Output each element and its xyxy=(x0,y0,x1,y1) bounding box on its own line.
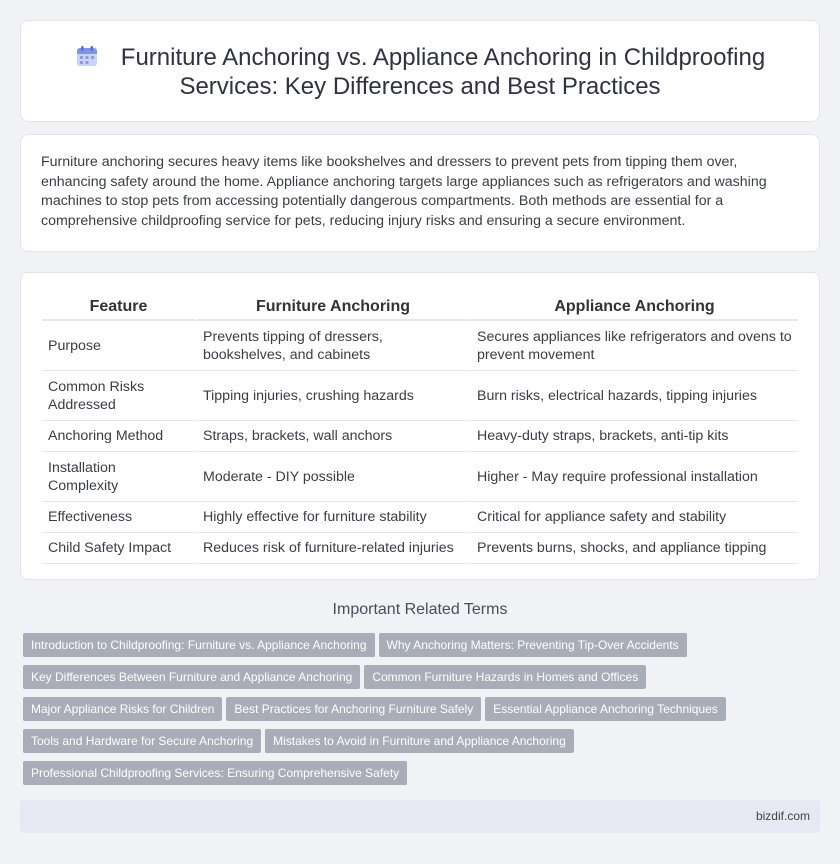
feature-cell: Anchoring Method xyxy=(42,421,195,452)
table-row xyxy=(42,421,798,452)
appliance-cell: Burn risks, electrical hazards, tipping injuries xyxy=(469,371,798,421)
page-title xyxy=(21,43,819,101)
table-row xyxy=(42,502,798,533)
appliance-cell: Heavy-duty straps, brackets, anti-tip kits xyxy=(469,421,798,452)
appliance-cell: Higher - May require professional installation xyxy=(469,452,798,502)
page-title-line-1 xyxy=(21,43,819,72)
furniture-cell: Tipping injuries, crushing hazards xyxy=(195,371,469,421)
intro-paragraph: Furniture anchoring secures heavy items like bookshelves and dressers to prevent pets from tipping them over, enhancing safety around the home. Appliance anchoring targets large appliances such as refrigerators and washing machines to stop pets from accessing potentially dangerous compartments. Both methods are essential for a comprehensive childproofing service for pets, reducing injury risks and ensuring a secure environment. xyxy=(41,154,767,229)
related-term-tag[interactable]: Why Anchoring Matters: Preventing Tip-Over Accidents xyxy=(379,633,687,657)
appliance-cell: Secures appliances like refrigerators and ovens to prevent movement xyxy=(469,321,798,371)
related-term-tag[interactable]: Professional Childproofing Services: Ensuring Comprehensive Safety xyxy=(23,761,407,785)
site-link[interactable]: bizdif.com xyxy=(755,809,810,823)
related-terms-heading: Important Related Terms xyxy=(332,601,508,618)
related-term-tag[interactable]: Common Furniture Hazards in Homes and Offices xyxy=(364,665,646,689)
furniture-cell: Moderate - DIY possible xyxy=(195,452,469,502)
comparison-card xyxy=(20,272,820,580)
table-header-row xyxy=(42,295,798,321)
header-appliance-anchoring: Appliance Anchoring xyxy=(469,295,798,321)
feature-cell: Effectiveness xyxy=(42,502,195,533)
furniture-cell: Prevents tipping of dressers, bookshelves, and cabinets xyxy=(195,321,469,371)
comparison-table xyxy=(42,295,798,564)
table-row xyxy=(42,371,798,421)
related-term-tag[interactable]: Essential Appliance Anchoring Techniques xyxy=(485,697,726,721)
footer-bar xyxy=(20,800,820,833)
furniture-cell: Reduces risk of furniture-related injuries xyxy=(195,533,469,564)
calendar-icon xyxy=(75,44,99,68)
related-term-tag[interactable]: Major Appliance Risks for Children xyxy=(23,697,222,721)
related-term-tag[interactable]: Key Differences Between Furniture and Appliance Anchoring xyxy=(23,665,360,689)
table-row xyxy=(42,321,798,371)
furniture-cell: Highly effective for furniture stability xyxy=(195,502,469,533)
related-terms-list xyxy=(23,633,803,793)
feature-cell: Installation Complexity xyxy=(42,452,195,502)
appliance-cell: Prevents burns, shocks, and appliance tipping xyxy=(469,533,798,564)
header-furniture-anchoring: Furniture Anchoring xyxy=(195,295,469,321)
feature-cell: Purpose xyxy=(42,321,195,371)
appliance-cell: Critical for appliance safety and stability xyxy=(469,502,798,533)
header-feature: Feature xyxy=(42,295,195,321)
table-row xyxy=(42,452,798,502)
intro-card xyxy=(20,134,820,252)
title-text-line-1: Furniture Anchoring vs. Appliance Anchoring in Childproofing xyxy=(120,44,766,71)
feature-cell: Common Risks Addressed xyxy=(42,371,195,421)
title-text-line-2: Services: Key Differences and Best Practices xyxy=(179,73,661,100)
header-card xyxy=(20,20,820,122)
related-term-tag[interactable]: Introduction to Childproofing: Furniture vs. Appliance Anchoring xyxy=(23,633,375,657)
related-term-tag[interactable]: Mistakes to Avoid in Furniture and Appliance Anchoring xyxy=(265,729,574,753)
related-term-tag[interactable]: Best Practices for Anchoring Furniture Safely xyxy=(226,697,481,721)
related-term-tag[interactable]: Tools and Hardware for Secure Anchoring xyxy=(23,729,261,753)
table-row xyxy=(42,533,798,564)
feature-cell: Child Safety Impact xyxy=(42,533,195,564)
furniture-cell: Straps, brackets, wall anchors xyxy=(195,421,469,452)
